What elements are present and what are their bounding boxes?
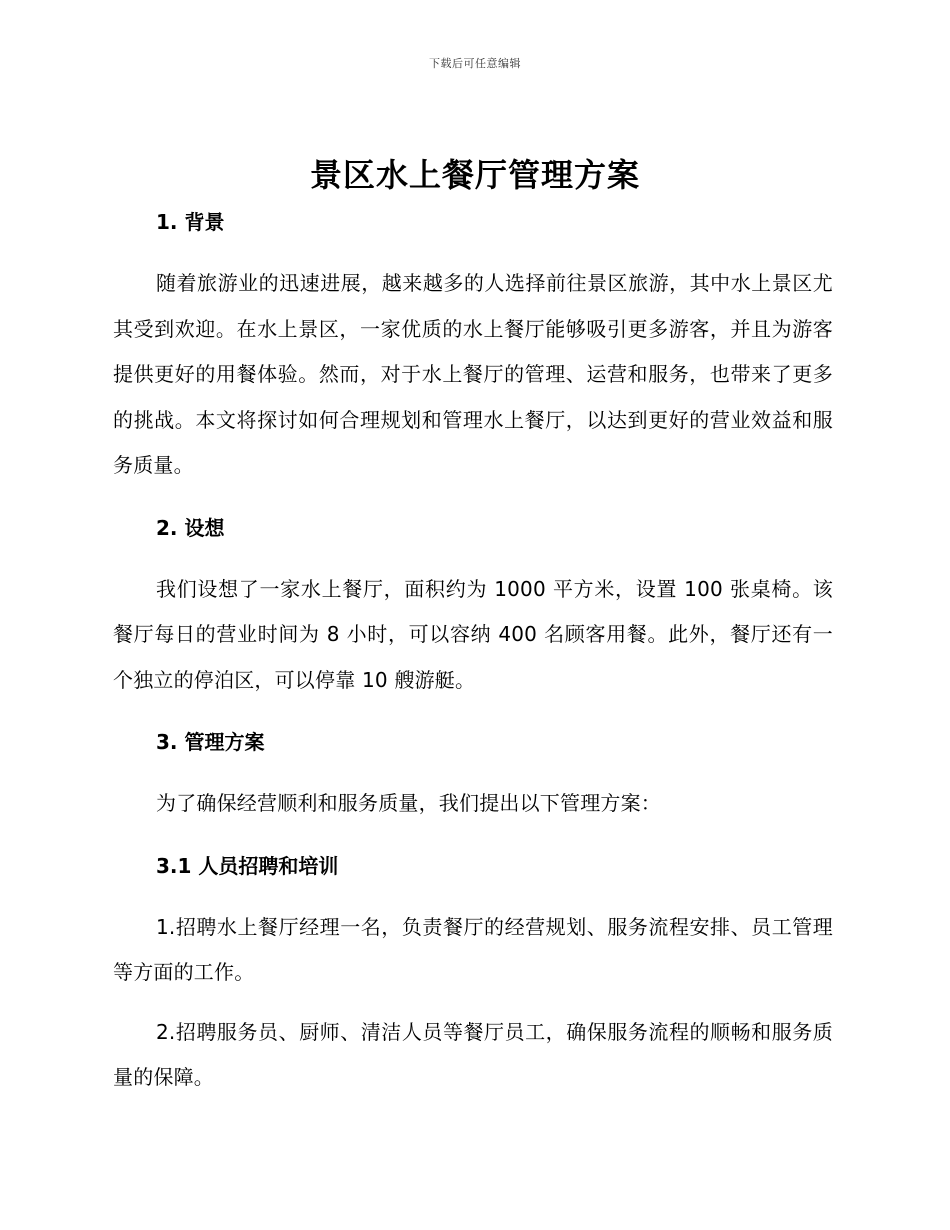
list-item-recruitment-1: 1.招聘水上餐厅经理一名，负责餐厅的经营规划、服务流程安排、员工管理等方面的工作。 [113,914,833,984]
document-title: 景区水上餐厅管理方案 [309,156,640,194]
paragraph-management: 为了确保经营顺利和服务质量，我们提出以下管理方案： [156,791,661,815]
header-note: 下载后可任意编辑 [429,57,521,70]
paragraph-background: 随着旅游业的迅速进展，越来越多的人选择前往景区旅游，其中水上景区尤其受到欢迎。在水上景区，一家优质的水上餐厅能够吸引更多游客，并且为游客提供更好的用餐体验。然而，对于水上餐厅的管理、运营和服务，也带来了更多的挑战。本文将探讨如何合理规划和管理水上餐厅，以达到更好的营业效益和服务质量。 [113,271,833,477]
list-item-recruitment-2: 2.招聘服务员、厨师、清洁人员等餐厅员工，确保服务流程的顺畅和服务质量的保障。 [113,1019,833,1089]
section-heading-recruitment: 3.1 人员招聘和培训 [156,853,339,878]
section-heading-management: 3. 管理方案 [156,730,265,754]
document-body [113,205,833,1101]
paragraph-concept: 我们设想了一家水上餐厅，面积约为 1000 平方米，设置 100 张桌椅。该餐厅每日的营业时间为 8 小时，可以容纳 400 名顾客用餐。此外，餐厅还有一个独立的停泊区，可以停靠 10 艘游艇。 [113,576,833,692]
section-heading-background: 1. 背景 [156,210,225,234]
section-heading-concept: 2. 设想 [156,515,225,540]
